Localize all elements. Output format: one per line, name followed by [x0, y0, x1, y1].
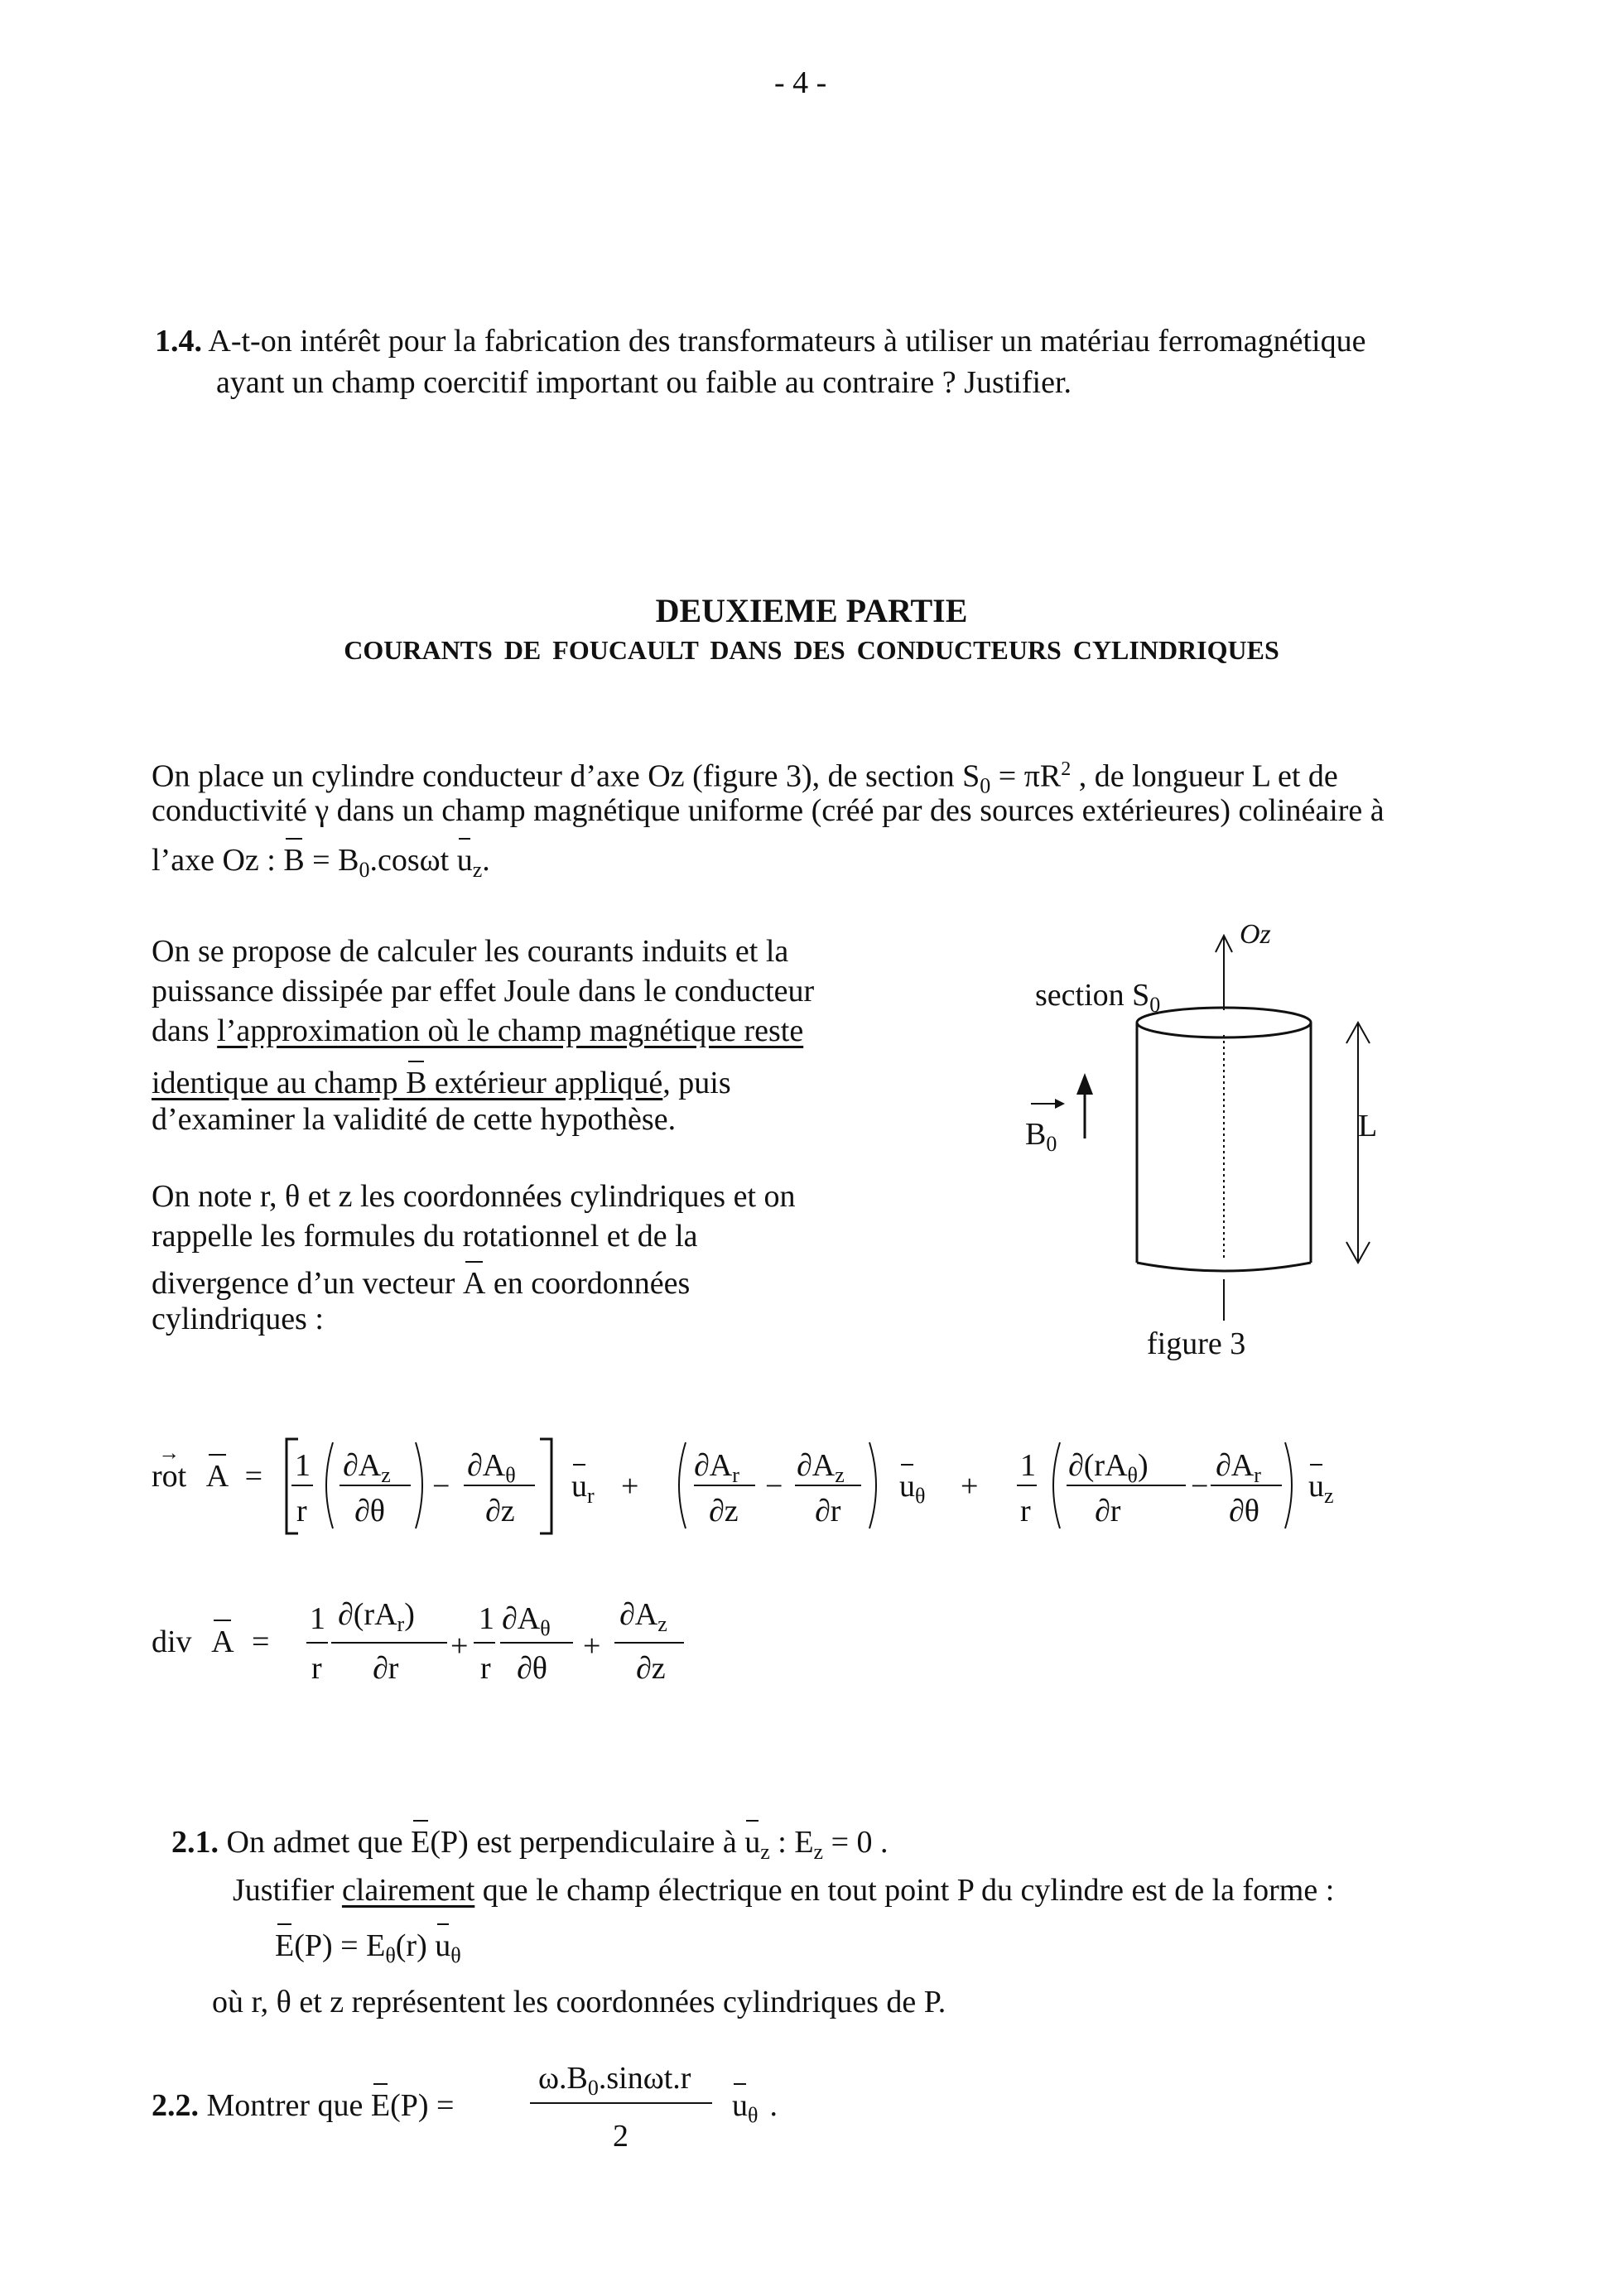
sub: θ: [915, 1484, 926, 1508]
div-dtheta: ∂θ: [517, 1651, 547, 1686]
text: ∂A: [343, 1448, 382, 1483]
rot-dr2: ∂r: [1095, 1494, 1121, 1528]
sub: z: [1324, 1484, 1334, 1508]
text: (P) = E: [294, 1928, 386, 1963]
sub: r: [397, 1612, 405, 1636]
unit-vector: u: [571, 1466, 587, 1507]
text: ∂(rA: [338, 1597, 397, 1632]
text: que le champ électrique en tout point P du cylindre est de la forme :: [474, 1873, 1335, 1908]
question-2-1-line4: où r, θ et z représentent les coordonnées cylindriques de P.: [212, 1985, 946, 2019]
sub: 0: [1046, 1132, 1057, 1156]
sub: z: [835, 1463, 845, 1487]
rot-operator: → rot: [152, 1456, 186, 1497]
text: ∂A: [467, 1448, 506, 1483]
text: = πR: [990, 758, 1062, 794]
text: .cosωt: [369, 843, 457, 878]
figure-axis-label: Oz: [1240, 919, 1271, 950]
sub: z: [657, 1612, 667, 1636]
text: (P) =: [390, 2088, 455, 2123]
q22-numerator: [538, 2058, 691, 2109]
text: ∂A: [1216, 1448, 1255, 1483]
text: .sinωt.r: [598, 2061, 691, 2096]
vector-e: E: [371, 2085, 390, 2126]
q22-denominator: 2: [613, 2119, 628, 2154]
underlined-text: clairement: [341, 1873, 475, 1908]
text: , puis: [662, 1066, 731, 1100]
text: .: [482, 843, 490, 878]
vector-a: A: [211, 1621, 234, 1663]
rot-r2: r: [1020, 1494, 1031, 1528]
intro-line2: conductivité γ dans un champ magnétique uniforme (créé par des sources extérieures) colinéaire à: [152, 793, 1385, 828]
sub: z: [813, 1840, 824, 1864]
text: , de longueur L et de: [1071, 758, 1338, 794]
text: .: [769, 2088, 778, 2123]
sub: 0: [980, 773, 991, 798]
sub: θ: [385, 1943, 396, 1967]
sub: r: [587, 1484, 595, 1508]
rot-dr: ∂r: [815, 1494, 841, 1528]
sub: θ: [540, 1616, 551, 1640]
text: ω.B: [538, 2061, 588, 2096]
sub: z: [381, 1463, 391, 1487]
text: B: [1025, 1117, 1047, 1152]
div-dr: ∂r: [373, 1651, 399, 1686]
rot-minus2: −: [765, 1469, 783, 1504]
unit-vector: u: [732, 2085, 748, 2126]
div-r2: r: [480, 1651, 491, 1686]
text: Montrer que: [199, 2088, 371, 2123]
question-1-4-line2: ayant un champ coercitif important ou faible au contraire ? Justifier.: [216, 365, 1072, 400]
text: ∂(rA: [1068, 1448, 1128, 1483]
sub: z: [760, 1840, 770, 1864]
div-operator: div: [152, 1625, 192, 1659]
figure-caption: figure 3: [1147, 1326, 1246, 1361]
sub: θ: [1127, 1463, 1138, 1487]
text: ∂A: [694, 1448, 733, 1483]
vector-e: E: [275, 1925, 294, 1966]
text: dans: [152, 1013, 218, 1048]
rot-dtheta: ∂θ: [354, 1494, 385, 1528]
text: = B: [304, 843, 359, 878]
sub: 0: [587, 2076, 599, 2100]
text: ): [404, 1597, 415, 1632]
para3-line2: rappelle les formules du rotationnel et de la: [152, 1219, 698, 1254]
rot-one: 1: [295, 1448, 311, 1483]
text: ∂A: [502, 1601, 541, 1636]
text: On admet que: [219, 1825, 412, 1860]
sub: 0: [359, 858, 370, 882]
underlined-text: identique au champ: [152, 1066, 407, 1100]
equals: =: [244, 1459, 263, 1494]
para3-line1: On note r, θ et z les coordonnées cylindriques et on: [152, 1179, 796, 1214]
rot-minus: −: [432, 1469, 450, 1504]
vector-a: A: [206, 1456, 229, 1497]
rot-dz: ∂z: [485, 1494, 515, 1528]
page-number: - 4 -: [774, 65, 827, 100]
div-r: r: [311, 1651, 322, 1686]
rot-r: r: [296, 1494, 307, 1528]
question-text-line1: A-t-on intérêt pour la fabrication des transformateurs à utiliser un matériau ferromagnétique: [208, 324, 1366, 359]
div-one: 1: [310, 1601, 325, 1636]
text: ∂A: [619, 1597, 658, 1632]
text: ∂A: [797, 1448, 836, 1483]
rot-plus2: +: [961, 1469, 979, 1504]
para2-line1: On se propose de calculer les courants induits et la: [152, 934, 789, 969]
text: = 0 .: [823, 1825, 889, 1860]
rot-minus3: −: [1191, 1469, 1209, 1504]
para2-line5: d’examiner la validité de cette hypothèse.: [152, 1102, 677, 1137]
text: section S: [1035, 978, 1150, 1013]
unit-vector: u: [435, 1925, 450, 1966]
unit-vector: u: [744, 1822, 760, 1863]
equals: =: [252, 1625, 270, 1659]
question-number: 2.1.: [171, 1825, 219, 1860]
text: On place un cylindre conducteur d’axe Oz (figure 3), de section S: [152, 758, 980, 794]
text: (r): [395, 1928, 436, 1963]
vector-b: B: [283, 840, 304, 881]
text: ): [1138, 1448, 1149, 1483]
q22-unit: [732, 2085, 778, 2136]
sup: 2: [1061, 758, 1072, 780]
sub: r: [1254, 1463, 1261, 1487]
vector-e: E: [411, 1822, 430, 1863]
sub: z: [472, 858, 483, 882]
unit-vector: u: [899, 1466, 915, 1507]
sub: r: [732, 1463, 739, 1487]
underlined-text: l’approximation où le champ magnétique reste: [217, 1013, 804, 1048]
rot-dtheta2: ∂θ: [1229, 1494, 1259, 1528]
div-one2: 1: [479, 1601, 494, 1636]
text: (P) est perpendiculaire à: [430, 1825, 745, 1860]
vector-a: A: [463, 1263, 485, 1304]
para3-line4: cylindriques :: [152, 1302, 324, 1336]
div-plus2: +: [583, 1629, 601, 1663]
rot-one2: 1: [1020, 1448, 1036, 1483]
rot-plus1: +: [621, 1469, 639, 1504]
part-subtitle: COURANTS DE FOUCAULT DANS DES CONDUCTEURS CYLINDRIQUES: [344, 635, 1279, 665]
vector-b: B: [406, 1062, 426, 1104]
unit-vector: u: [1308, 1466, 1324, 1507]
underlined-text: extérieur appliqué: [426, 1066, 663, 1100]
question-number: 2.2.: [152, 2088, 199, 2123]
para2-line2: puissance dissipée par effet Joule dans le conducteur: [152, 974, 815, 1008]
question-number: 1.4.: [155, 324, 202, 359]
sub: θ: [450, 1943, 461, 1967]
sub: 0: [1149, 993, 1161, 1017]
div-plus1: +: [450, 1629, 469, 1663]
text: Justifier: [233, 1873, 342, 1908]
part-title: DEUXIEME PARTIE: [655, 592, 968, 629]
text: l’axe Oz :: [152, 843, 284, 878]
text: en coordonnées: [485, 1266, 691, 1301]
rot-dz2: ∂z: [709, 1494, 739, 1528]
sub: θ: [748, 2103, 759, 2127]
text: divergence d’un vecteur: [152, 1266, 463, 1301]
unit-vector: u: [457, 840, 473, 881]
text: : E: [769, 1825, 814, 1860]
text: L: [1358, 1109, 1378, 1143]
div-dz: ∂z: [636, 1651, 666, 1686]
sub: θ: [505, 1463, 516, 1487]
